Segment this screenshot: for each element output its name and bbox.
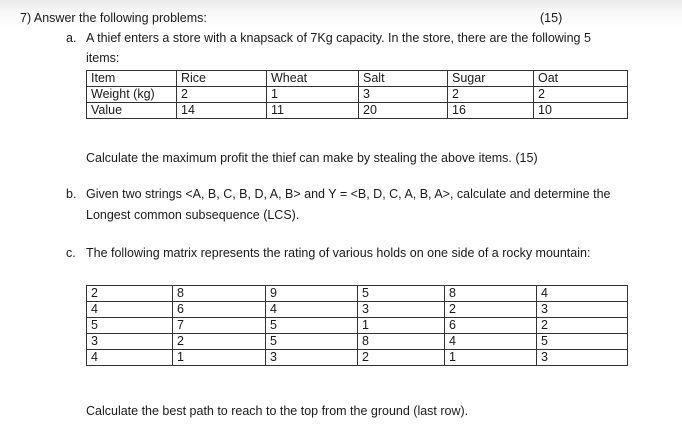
part-b-line1: Given two strings <A, B, C, B, D, A, B> and Y = <B, D, C, A, B, A>, calculate and determine the [86, 187, 611, 201]
table-cell: 3 [359, 87, 448, 103]
table-cell: Item [87, 71, 177, 87]
table-cell: 14 [177, 103, 267, 119]
matrix-cell: 3 [537, 350, 628, 366]
matrix-cell: 4 [266, 302, 358, 318]
matrix-cell: 6 [173, 302, 266, 318]
part-c-letter: c. [66, 246, 76, 260]
table-cell: Value [87, 103, 177, 119]
question-marks: (15) [540, 11, 563, 25]
table-row [87, 71, 628, 87]
holds-matrix-body [87, 286, 628, 366]
matrix-cell: 8 [173, 286, 266, 302]
matrix-cell: 4 [87, 302, 173, 318]
matrix-cell: 1 [173, 350, 266, 366]
matrix-cell: 8 [358, 334, 445, 350]
matrix-cell: 2 [173, 334, 266, 350]
matrix-cell: 2 [87, 286, 173, 302]
part-b-line2: Longest common subsequence (LCS). [86, 208, 300, 222]
table-cell: 2 [448, 87, 534, 103]
matrix-cell: 7 [173, 318, 266, 334]
part-b-letter: b. [66, 187, 77, 201]
part-a-question: Calculate the maximum profit the thief can make by stealing the above items. (15) [86, 151, 538, 165]
table-cell: Weight (kg) [87, 87, 177, 103]
matrix-cell: 5 [358, 286, 445, 302]
matrix-cell: 4 [445, 334, 537, 350]
part-a-intro-line2: items: [86, 51, 120, 65]
table-cell: 20 [359, 103, 448, 119]
matrix-cell: 5 [266, 318, 358, 334]
table-cell: Sugar [448, 71, 534, 87]
matrix-row [87, 302, 628, 318]
matrix-cell: 2 [537, 318, 628, 334]
part-c-question: Calculate the best path to reach to the top from the ground (last row). [86, 404, 469, 418]
table-cell: 11 [267, 103, 359, 119]
items-table-body [87, 71, 628, 119]
part-a-letter: a. [66, 31, 77, 45]
matrix-cell: 5 [537, 334, 628, 350]
matrix-cell: 3 [266, 350, 358, 366]
table-cell: Rice [177, 71, 267, 87]
matrix-cell: 9 [266, 286, 358, 302]
table-cell: Wheat [267, 71, 359, 87]
table-cell: 16 [448, 103, 534, 119]
matrix-row [87, 350, 628, 366]
matrix-cell: 1 [358, 318, 445, 334]
table-row [87, 103, 628, 119]
part-c-intro: The following matrix represents the rating of various holds on one side of a rocky mountain: [86, 246, 591, 260]
table-cell: 10 [534, 103, 628, 119]
matrix-cell: 3 [87, 334, 173, 350]
table-cell: 2 [177, 87, 267, 103]
matrix-cell: 2 [358, 350, 445, 366]
matrix-row [87, 286, 628, 302]
matrix-cell: 3 [537, 302, 628, 318]
matrix-cell: 5 [266, 334, 358, 350]
matrix-cell: 5 [87, 318, 173, 334]
question-heading: 7) Answer the following problems: [20, 11, 207, 25]
matrix-cell: 4 [87, 350, 173, 366]
matrix-cell: 2 [445, 302, 537, 318]
matrix-cell: 4 [537, 286, 628, 302]
matrix-row [87, 318, 628, 334]
matrix-cell: 8 [445, 286, 537, 302]
table-cell: 1 [267, 87, 359, 103]
table-cell: Salt [359, 71, 448, 87]
items-table [86, 70, 628, 119]
holds-matrix [86, 285, 628, 366]
table-cell: 2 [534, 87, 628, 103]
part-a-intro-line1: A thief enters a store with a knapsack of 7Kg capacity. In the store, there are the following 5 [86, 31, 591, 45]
table-row [87, 87, 628, 103]
matrix-cell: 3 [358, 302, 445, 318]
matrix-cell: 6 [445, 318, 537, 334]
table-cell: Oat [534, 71, 628, 87]
matrix-cell: 1 [445, 350, 537, 366]
matrix-row [87, 334, 628, 350]
